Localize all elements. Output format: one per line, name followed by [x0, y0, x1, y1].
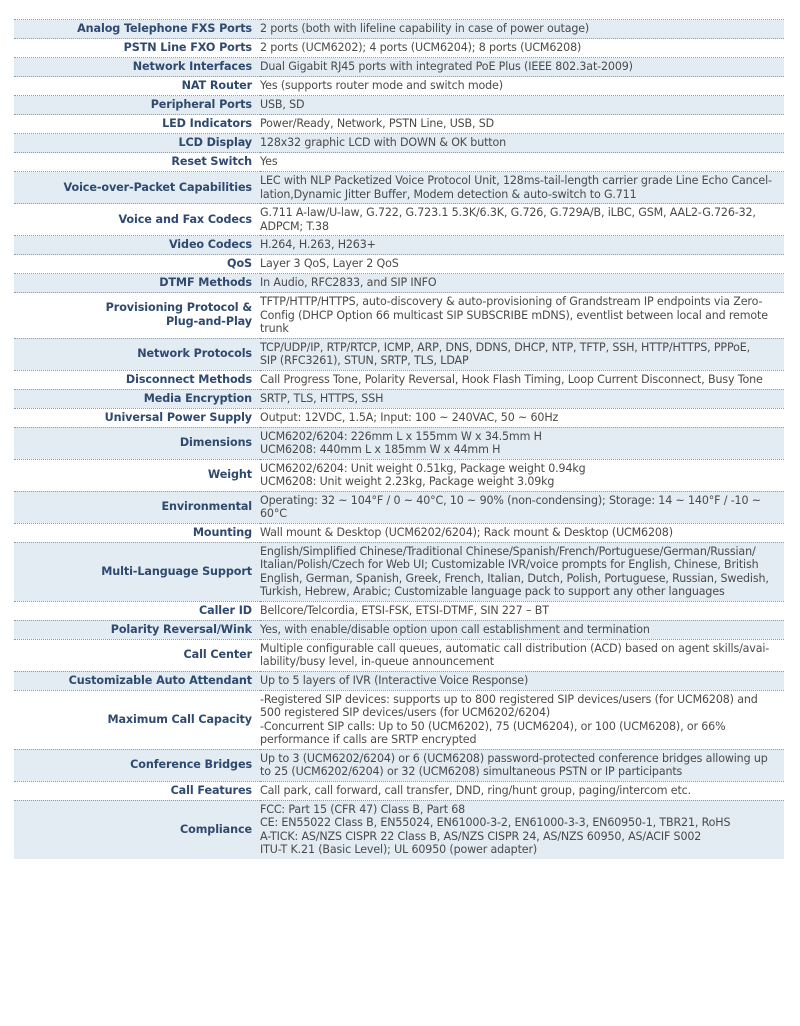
spec-row — [14, 639, 784, 671]
spec-value — [260, 639, 784, 671]
spec-label-line: Disconnect Methods — [125, 372, 252, 386]
spec-value-line: Up to 5 layers of IVR (Interactive Voice Response) — [260, 673, 529, 687]
spec-value-line: 128x32 graphic LCD with DOWN & OK button — [260, 136, 506, 150]
spec-label — [14, 115, 260, 134]
spec-label-line: QoS — [227, 257, 252, 270]
spec-label — [14, 370, 260, 389]
spec-value-line: LEC with NLP Packetized Voice Protocol Unit, 128ms-tail-length carrier grade Line Echo Cancel- — [260, 174, 772, 187]
spec-value — [260, 601, 784, 620]
spec-label-line: Mounting — [192, 525, 252, 539]
spec-label — [14, 800, 260, 859]
spec-label-line: Network Interfaces — [132, 60, 252, 73]
spec-value-line: TFTP/HTTP/HTTPS, auto-discovery & auto-provisioning of Grandstream IP endpoints via Zero- — [260, 295, 763, 308]
spec-label — [14, 153, 260, 172]
spec-label — [14, 639, 260, 671]
spec-value-line: Power/Ready, Network, PSTN Line, USB, SD — [260, 117, 495, 131]
spec-label-line: Compliance — [180, 822, 252, 836]
spec-value-line: ITU-T K.21 (Basic Level); UL 60950 (power adapter) — [260, 843, 538, 856]
spec-value — [260, 690, 784, 749]
spec-row — [14, 408, 784, 427]
spec-row — [14, 459, 784, 491]
spec-label-line: Environmental — [161, 500, 252, 513]
spec-label — [14, 690, 260, 749]
spec-value — [260, 134, 784, 153]
spec-value — [260, 236, 784, 255]
spec-value — [260, 274, 784, 293]
spec-value-line: USB, SD — [260, 98, 305, 112]
spec-value-line: A-TICK: AS/NZS CISPR 22 Class B, AS/NZS CISPR 24, AS/NZS 60950, AS/ACIF S002 — [260, 829, 702, 843]
spec-value — [260, 408, 784, 427]
specifications-body — [14, 20, 784, 859]
spec-label-line: LED Indicators — [162, 117, 252, 130]
spec-value-line: -Concurrent SIP calls: Up to 50 (UCM6202), 75 (UCM6204), or 100 (UCM6208), or 66% — [260, 719, 726, 733]
spec-value-line: UCM6202/6204: 226mm L x 155mm W x 34.5mm H — [260, 429, 542, 443]
spec-value-line: Yes, with enable/disable option upon call establishment and termination — [260, 622, 650, 636]
spec-value — [260, 671, 784, 690]
spec-label — [14, 781, 260, 800]
spec-label-line: Customizable Auto Attendant — [68, 673, 252, 687]
spec-label-line: NAT Router — [181, 79, 252, 92]
spec-row — [14, 274, 784, 293]
spec-value-line: Wall mount & Desktop (UCM6202/6204); Rack mount & Desktop (UCM6208) — [260, 525, 673, 539]
spec-row — [14, 690, 784, 749]
spec-value-line: -Registered SIP devices: supports up to 800 registered SIP devices/users (for UCM6208) and — [260, 692, 758, 706]
spec-value — [260, 204, 784, 236]
spec-value-line: English/Simplified Chinese/Traditional Chinese/Spanish/French/Portuguese/German/Russian/ — [260, 544, 756, 558]
spec-value-line: Dual Gigabit RJ45 ports with integrated PoE Plus (IEEE 802.3at-2009) — [260, 60, 633, 74]
spec-value-line: Yes — [260, 155, 278, 169]
spec-row — [14, 172, 784, 204]
spec-label — [14, 542, 260, 601]
spec-label — [14, 749, 260, 781]
spec-label — [14, 620, 260, 639]
spec-value — [260, 523, 784, 542]
spec-value-line: performance if calls are SRTP encrypted — [260, 733, 477, 746]
spec-value — [260, 427, 784, 459]
spec-value-line: Call park, call forward, call transfer, DND, ring/hunt group, paging/intercom etc. — [260, 783, 691, 797]
spec-value-line: 2 ports (both with lifeline capability in case of power outage) — [260, 22, 590, 36]
spec-row — [14, 153, 784, 172]
spec-label-line: Plug-and-Play — [165, 315, 252, 329]
spec-value-line: FCC: Part 15 (CFR 47) Class B, Part 68 — [260, 802, 466, 816]
spec-row — [14, 58, 784, 77]
spec-row — [14, 671, 784, 690]
spec-value-line: Config (DHCP Option 66 multicast SIP SUBSCRIBE mDNS), eventlist between local and remote — [260, 308, 768, 322]
spec-value-line: TCP/UDP/IP, RTP/RTCP, ICMP, ARP, DNS, DDNS, DHCP, NTP, TFTP, SSH, HTTP/HTTPS, PPPoE, — [260, 340, 750, 354]
spec-label — [14, 389, 260, 408]
spec-label-line: Media Encryption — [143, 391, 252, 405]
spec-row — [14, 255, 784, 274]
spec-row — [14, 800, 784, 859]
spec-label — [14, 427, 260, 459]
spec-value — [260, 800, 784, 859]
spec-value-line: UCM6208: 440mm L x 185mm W x 44mm H — [260, 443, 501, 456]
spec-value — [260, 338, 784, 370]
spec-label — [14, 601, 260, 620]
spec-label — [14, 255, 260, 274]
spec-label-line: Peripheral Ports — [150, 98, 252, 111]
spec-value — [260, 20, 784, 39]
spec-value — [260, 749, 784, 781]
spec-row — [14, 96, 784, 115]
spec-value — [260, 542, 784, 601]
spec-value — [260, 491, 784, 523]
spec-value-line: Call Progress Tone, Polarity Reversal, Hook Flash Timing, Loop Current Disconnect, Busy Tone — [260, 372, 763, 386]
spec-label-line: LCD Display — [178, 136, 252, 149]
spec-label-line: Call Features — [170, 783, 252, 797]
spec-label — [14, 491, 260, 523]
spec-row — [14, 236, 784, 255]
spec-value — [260, 293, 784, 339]
spec-label-line: Universal Power Supply — [104, 410, 252, 424]
spec-value-line: trunk — [260, 322, 289, 335]
spec-value-line: Up to 3 (UCM6202/6204) or 6 (UCM6208) password-protected conference bridges allowing up — [260, 751, 768, 765]
spec-value-line: Bellcore/Telcordia, ETSI-FSK, ETSI-DTMF, SIN 227 – BT — [260, 603, 549, 617]
spec-row — [14, 749, 784, 781]
spec-label — [14, 408, 260, 427]
spec-label-line: Reset Switch — [171, 155, 252, 168]
specifications-table — [14, 19, 784, 859]
spec-value — [260, 58, 784, 77]
spec-label — [14, 134, 260, 153]
spec-label-line: Multi-Language Support — [101, 564, 252, 578]
spec-label-line: Provisioning Protocol & — [105, 301, 252, 315]
spec-value — [260, 153, 784, 172]
spec-label — [14, 671, 260, 690]
spec-row — [14, 427, 784, 459]
spec-value-line: Multiple configurable call queues, automatic call distribution (ACD) based on agent skills/avai- — [260, 641, 770, 655]
spec-row — [14, 620, 784, 639]
spec-value — [260, 370, 784, 389]
spec-label-line: DTMF Methods — [159, 276, 252, 289]
spec-value-line: Yes (supports router mode and switch mode) — [260, 79, 503, 93]
spec-value — [260, 96, 784, 115]
spec-value-line: SIP (RFC3261), STUN, SRTP, TLS, LDAP — [260, 354, 469, 367]
spec-value-line: CE: EN55022 Class B, EN55024, EN61000-3-2, EN61000-3-3, EN60950-1, TBR21, RoHS — [260, 816, 731, 829]
spec-row — [14, 338, 784, 370]
spec-value-line: Layer 3 QoS, Layer 2 QoS — [260, 257, 399, 271]
spec-row — [14, 39, 784, 58]
spec-value — [260, 77, 784, 96]
spec-value — [260, 172, 784, 204]
spec-label-line: Conference Bridges — [130, 758, 252, 771]
spec-label — [14, 204, 260, 236]
spec-row — [14, 523, 784, 542]
spec-value-line: to 25 (UCM6202/6204) or 32 (UCM6208) simultaneous PSTN or IP participants — [260, 765, 683, 778]
spec-label — [14, 77, 260, 96]
spec-value-line: English, German, Spanish, Greek, French, Italian, Dutch, Polish, Portuguese, Russian, Swedish, — [260, 571, 769, 585]
spec-label-line: Caller ID — [199, 603, 252, 617]
spec-row — [14, 370, 784, 389]
spec-value-line: Turkish, Hebrew, Arabic; Customizable language pack to support any other languages — [260, 585, 725, 598]
spec-row — [14, 293, 784, 339]
spec-value-line: UCM6208: Unit weight 2.23kg, Package weight 3.09kg — [260, 475, 555, 488]
spec-label — [14, 274, 260, 293]
spec-label — [14, 39, 260, 58]
spec-value — [260, 389, 784, 408]
spec-value-line: H.264, H.263, H263+ — [260, 238, 376, 252]
spec-row — [14, 134, 784, 153]
spec-label — [14, 236, 260, 255]
spec-row — [14, 542, 784, 601]
spec-value-line: lation,Dynamic Jitter Buffer, Modem detection & auto-switch to G.711 — [260, 187, 637, 201]
spec-label-line: Call Center — [183, 648, 252, 661]
spec-label-line: Network Protocols — [137, 347, 252, 360]
spec-row — [14, 20, 784, 39]
spec-value-line: ADPCM; T.38 — [260, 219, 329, 233]
spec-label-line: Voice and Fax Codecs — [118, 212, 252, 226]
spec-row — [14, 77, 784, 96]
spec-label-line: Analog Telephone FXS Ports — [77, 22, 252, 35]
spec-label-line: Voice-over-Packet Capabilities — [63, 180, 252, 194]
spec-value-line: Operating: 32 ~ 104°F / 0 ~ 40°C, 10 ~ 90% (non-condensing); Storage: 14 ~ 140°F / -10 ~ 60°C — [260, 493, 761, 520]
spec-value — [260, 620, 784, 639]
spec-label — [14, 523, 260, 542]
spec-value — [260, 39, 784, 58]
spec-label — [14, 96, 260, 115]
spec-label — [14, 172, 260, 204]
spec-value-line: lability/busy level, in-queue announcement — [260, 655, 494, 668]
spec-label — [14, 58, 260, 77]
spec-row — [14, 781, 784, 800]
spec-value — [260, 459, 784, 491]
spec-row — [14, 389, 784, 408]
spec-label-line: Video Codecs — [168, 238, 252, 251]
spec-label — [14, 459, 260, 491]
spec-row — [14, 491, 784, 523]
spec-value-line: UCM6202/6204: Unit weight 0.51kg, Package weight 0.94kg — [260, 461, 586, 475]
spec-label-line: Polarity Reversal/Wink — [110, 622, 252, 636]
spec-value — [260, 255, 784, 274]
spec-value-line: 500 registered SIP devices/users (for UCM6202/6204) — [260, 706, 551, 719]
spec-row — [14, 601, 784, 620]
spec-row — [14, 115, 784, 134]
spec-value-line: Italian/Polish/Czech for Web UI; Customizable IVR/voice prompts for English, Chinese, British — [260, 558, 759, 571]
spec-value-line: SRTP, TLS, HTTPS, SSH — [260, 391, 384, 405]
spec-value — [260, 781, 784, 800]
spec-label-line: PSTN Line FXO Ports — [123, 41, 252, 54]
spec-value-line: 2 ports (UCM6202); 4 ports (UCM6204); 8 ports (UCM6208) — [260, 41, 582, 55]
spec-value-line: Output: 12VDC, 1.5A; Input: 100 ~ 240VAC, 50 ~ 60Hz — [260, 410, 559, 424]
spec-label-line: Weight — [207, 468, 252, 481]
spec-label — [14, 293, 260, 339]
spec-value-line: G.711 A-law/U-law, G.722, G.723.1 5.3K/6.3K, G.726, G.729A/B, iLBC, GSM, AAL2-G.726-32, — [260, 206, 756, 219]
spec-label — [14, 338, 260, 370]
spec-label-line: Dimensions — [179, 436, 252, 449]
spec-value-line: In Audio, RFC2833, and SIP INFO — [260, 276, 437, 290]
spec-value — [260, 115, 784, 134]
spec-label-line: Maximum Call Capacity — [107, 712, 252, 726]
spec-row — [14, 204, 784, 236]
spec-label — [14, 20, 260, 39]
